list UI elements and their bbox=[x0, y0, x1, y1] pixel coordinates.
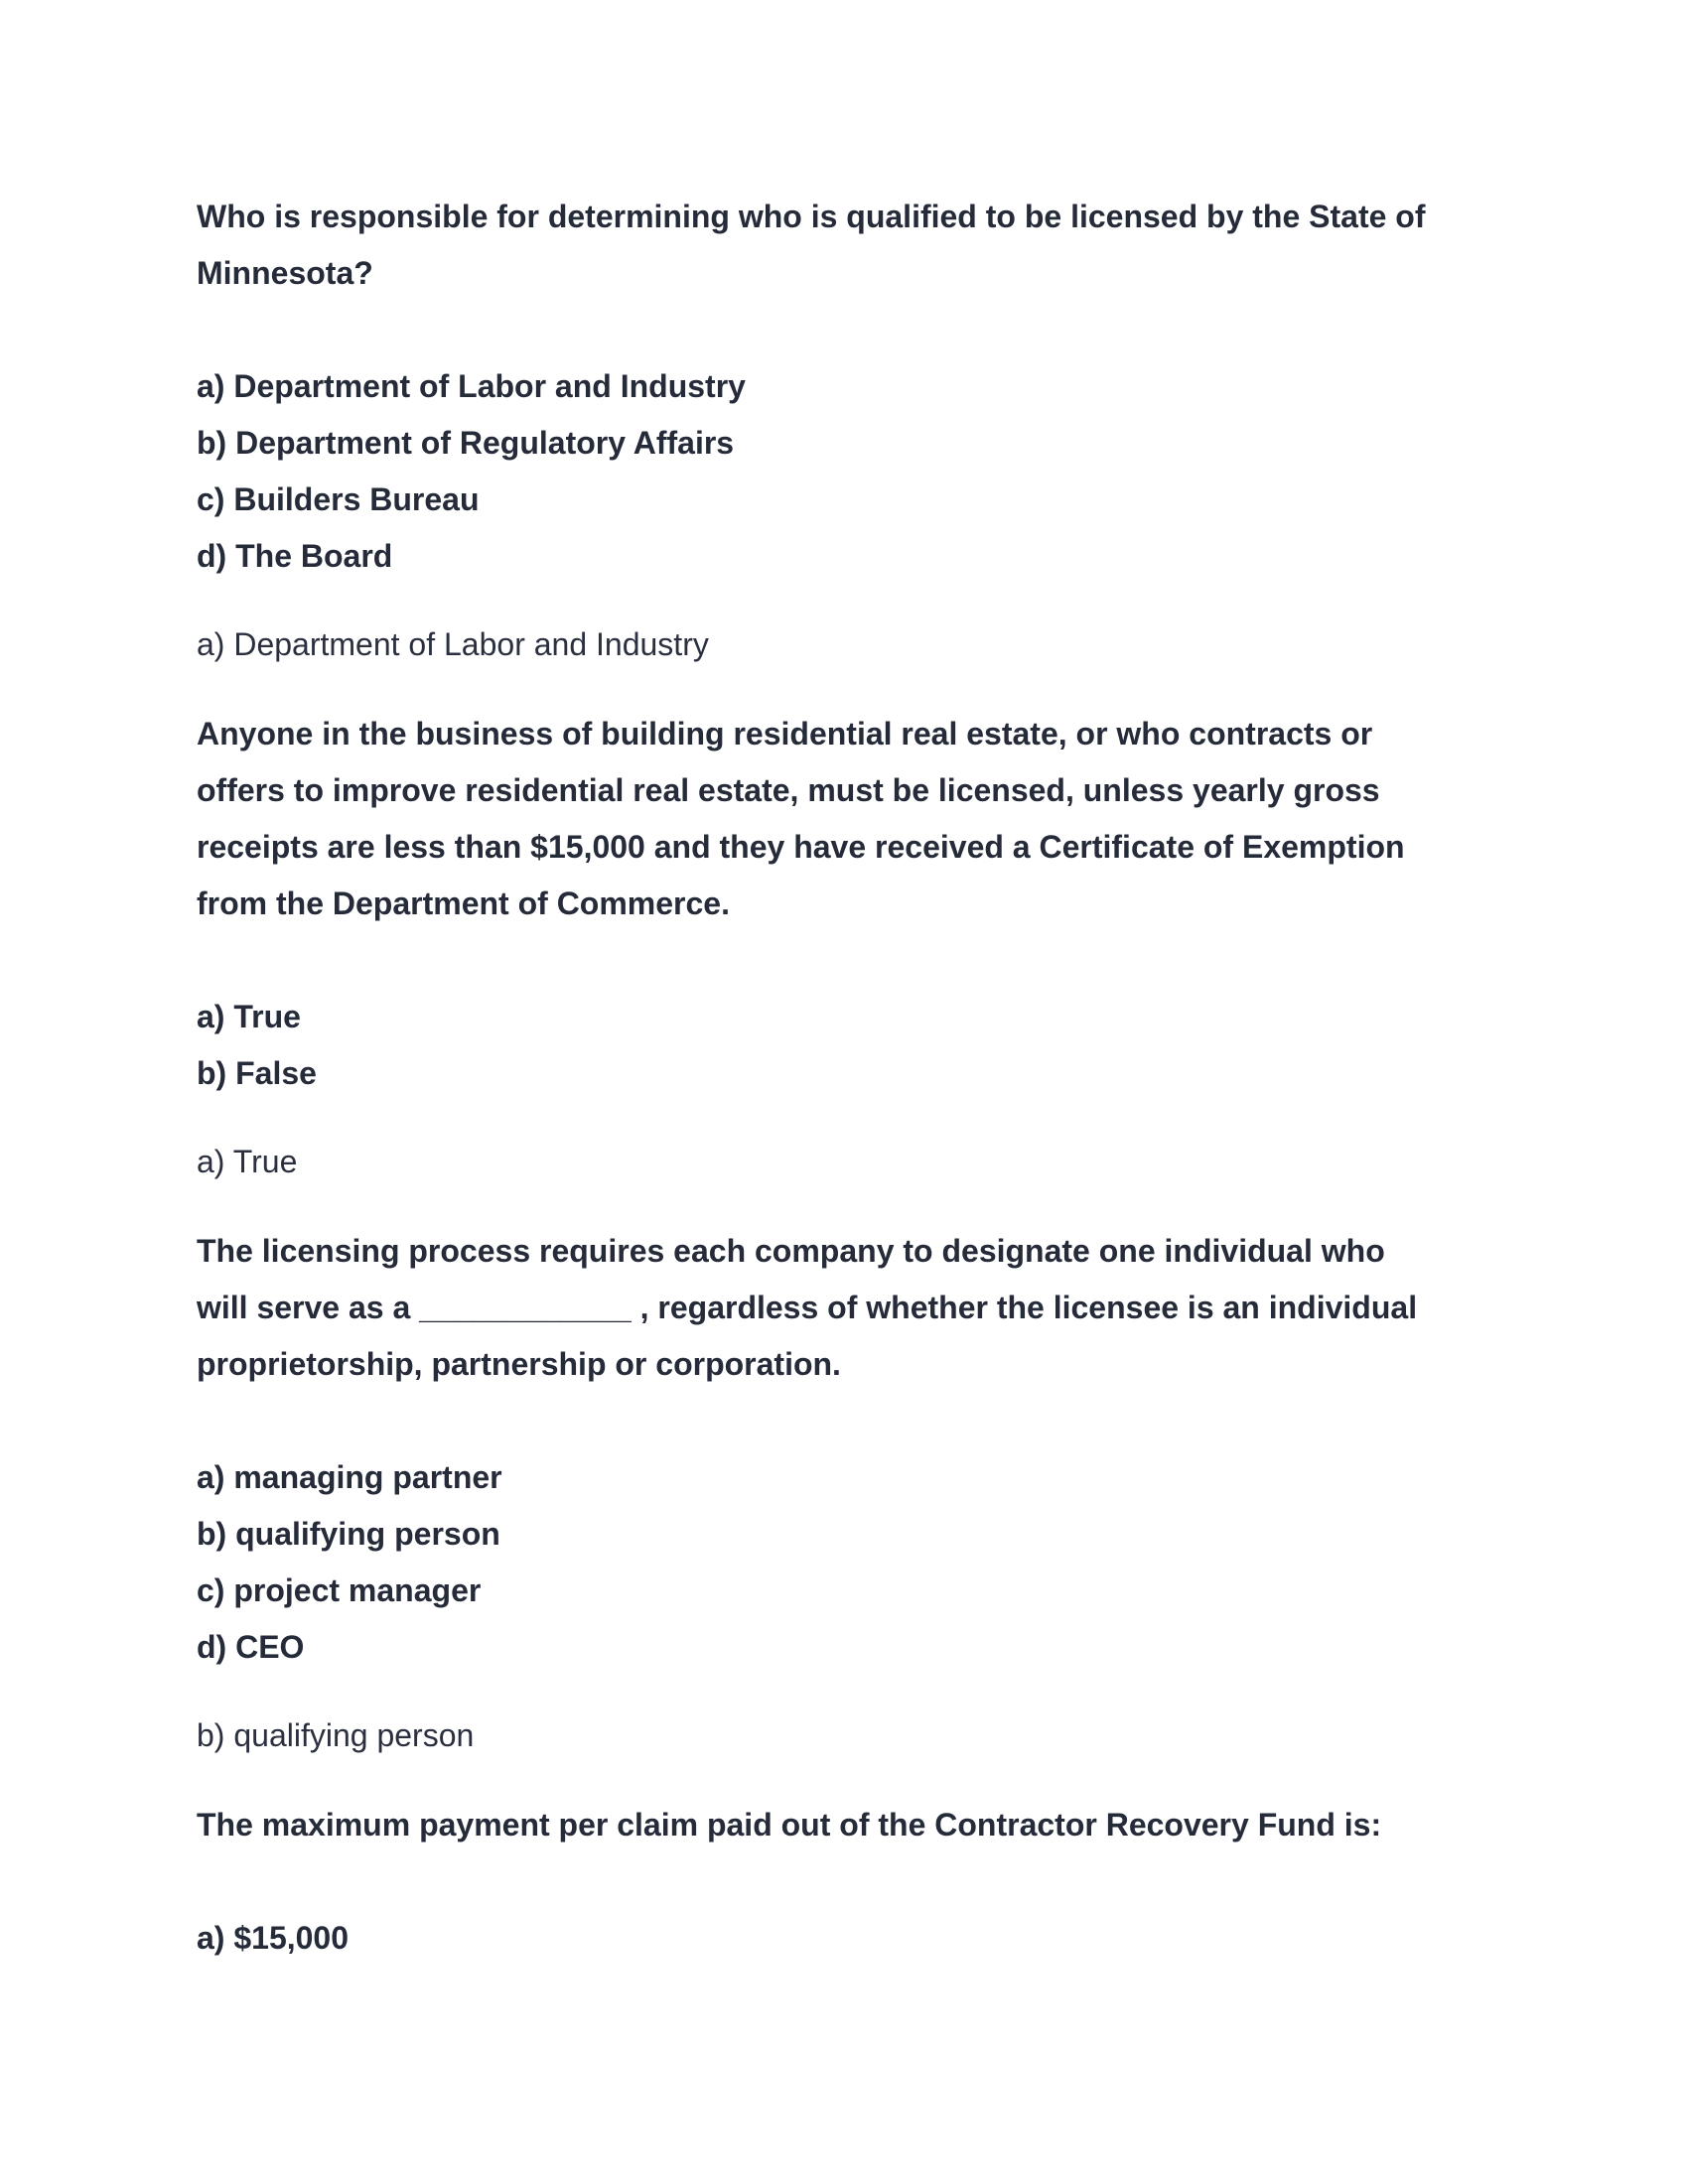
option-list bbox=[197, 1449, 1507, 1676]
answer-line: b) qualifying person bbox=[197, 1717, 475, 1753]
question-line: Minnesota? bbox=[197, 255, 373, 291]
option-item: b) qualifying person bbox=[197, 1516, 500, 1552]
question-line: from the Department of Commerce. bbox=[197, 886, 730, 921]
option-item: d) CEO bbox=[197, 1629, 305, 1665]
answer-text bbox=[197, 616, 1507, 673]
question-line: will serve as a ____________ , regardless of whether the licensee is an individual bbox=[197, 1290, 1418, 1325]
option-item: a) True bbox=[197, 999, 301, 1034]
option-list bbox=[197, 989, 1507, 1102]
option-item: b) False bbox=[197, 1055, 317, 1091]
option-item: a) Department of Labor and Industry bbox=[197, 368, 746, 404]
option-item: c) Builders Bureau bbox=[197, 481, 480, 517]
question-line: proprietorship, partnership or corporation. bbox=[197, 1346, 841, 1382]
question-text bbox=[197, 1797, 1507, 1853]
question-text bbox=[197, 189, 1507, 302]
option-list bbox=[197, 358, 1507, 585]
answer-text bbox=[197, 1707, 1507, 1764]
option-item: c) project manager bbox=[197, 1572, 482, 1608]
question-line: Anyone in the business of building residential real estate, or who contracts or bbox=[197, 716, 1373, 751]
answer-line: a) True bbox=[197, 1144, 298, 1179]
question-text bbox=[197, 1223, 1507, 1393]
option-item: a) $15,000 bbox=[197, 1920, 350, 1956]
option-item: b) Department of Regulatory Affairs bbox=[197, 425, 735, 461]
answer-line: a) Department of Labor and Industry bbox=[197, 626, 709, 662]
answer-text bbox=[197, 1134, 1507, 1190]
question-line: offers to improve residential real estate, must be licensed, unless yearly gross bbox=[197, 772, 1380, 808]
question-line: Who is responsible for determining who is qualified to be licensed by the State of bbox=[197, 199, 1426, 234]
option-list bbox=[197, 1910, 1507, 1967]
question-text bbox=[197, 706, 1507, 932]
question-line: receipts are less than $15,000 and they have received a Certificate of Exemption bbox=[197, 829, 1405, 865]
question-line: The licensing process requires each company to designate one individual who bbox=[197, 1233, 1385, 1269]
document-page bbox=[197, 189, 1507, 1998]
option-item: d) The Board bbox=[197, 538, 393, 574]
option-item: a) managing partner bbox=[197, 1459, 502, 1495]
question-line: The maximum payment per claim paid out of the Contractor Recovery Fund is: bbox=[197, 1807, 1382, 1843]
